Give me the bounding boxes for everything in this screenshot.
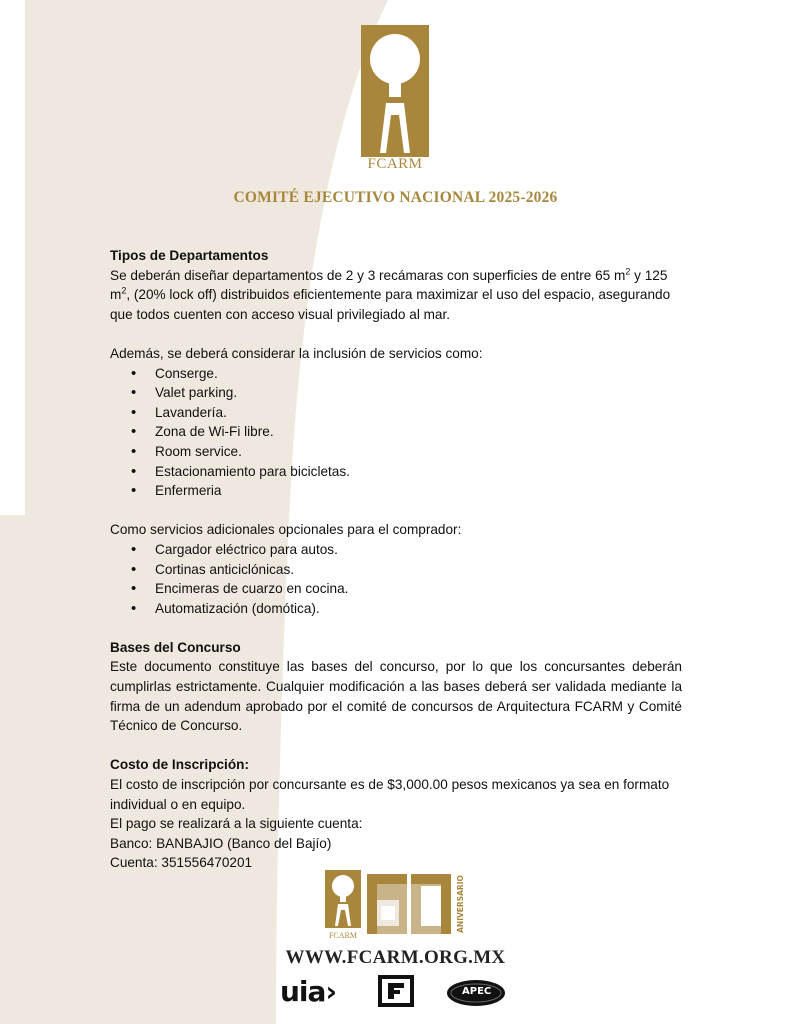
adicionales-intro: Como servicios adicionales opcionales para el comprador: bbox=[110, 522, 462, 538]
pago-line: El pago se realizará a la siguiente cuenta: bbox=[110, 816, 363, 832]
servicios-intro: Además, se deberá considerar la inclusión de servicios como: bbox=[110, 345, 483, 361]
anniversary-label: ANIVERSARIO bbox=[456, 875, 465, 933]
list-item: • Conserge. bbox=[155, 364, 682, 384]
cuenta-line: Cuenta: 351556470201 bbox=[110, 855, 253, 871]
list-item: • Room service. bbox=[155, 442, 682, 462]
list-item: • Cargador eléctrico para autos. bbox=[155, 540, 682, 560]
list-item: • Enfermeria bbox=[155, 481, 682, 501]
document-body bbox=[110, 246, 682, 873]
logo-brand-text: FCARM bbox=[367, 156, 423, 172]
anniversary-logo bbox=[325, 870, 470, 942]
apec-label: APEC bbox=[462, 986, 492, 997]
list-item: • Zona de Wi-Fi libre. bbox=[155, 422, 682, 442]
bases-paragraph: Este documento constituye las bases del concurso, por lo que los concursantes deberán cumplirlas estrictamente. Cualquier modificación a las bases deberá ser validada mediante la firma de un adendum aprobado por el comité de concursos de Arquitectura FCARM y Comité Técnico de Concurso. bbox=[110, 659, 682, 734]
fcarm-logo bbox=[361, 25, 429, 175]
section-heading-tipos: Tipos de Departamentos bbox=[110, 248, 269, 263]
tipos-paragraph: Se deberán diseñar departamentos de 2 y 3 recámaras con superficies de entre 65 $m^2$ y 125 $m^2$, (20% lock off) distribuidos eficientemente para maximizar el uso del espacio, asegurando que todos cuenten con acceso visual privilegiado al mar. bbox=[110, 266, 671, 322]
uia-logo: uia› bbox=[280, 975, 336, 1008]
partner-logos bbox=[280, 975, 510, 1009]
anniversary-brand: FCARM bbox=[328, 931, 358, 940]
section-heading-costo: Costo de Inscripción: bbox=[110, 757, 249, 773]
servicios-list bbox=[110, 364, 682, 501]
fa-logo-icon bbox=[378, 975, 414, 1007]
costo-paragraph: El costo de inscripción por concursante es de $3,000.00 pesos mexicanos ya sea en formato individual o en equipo. bbox=[110, 777, 670, 812]
list-item: • Lavandería. bbox=[155, 403, 682, 423]
committee-title: COMITÉ EJECUTIVO NACIONAL 2025-2026 bbox=[233, 189, 558, 206]
section-heading-bases: Bases del Concurso bbox=[110, 639, 241, 655]
website-link[interactable]: WWW.FCARM.ORG.MX bbox=[285, 947, 506, 968]
list-item: • Encimeras de cuarzo en cocina. bbox=[155, 579, 682, 599]
adicionales-list bbox=[110, 540, 682, 618]
banco-line: Banco: BANBAJIO (Banco del Bajío) bbox=[110, 835, 332, 851]
list-item: • Cortinas anticiclónicas. bbox=[155, 560, 682, 580]
list-item: • Automatización (domótica). bbox=[155, 599, 682, 619]
list-item: • Estacionamiento para bicicletas. bbox=[155, 462, 682, 482]
list-item: • Valet parking. bbox=[155, 383, 682, 403]
